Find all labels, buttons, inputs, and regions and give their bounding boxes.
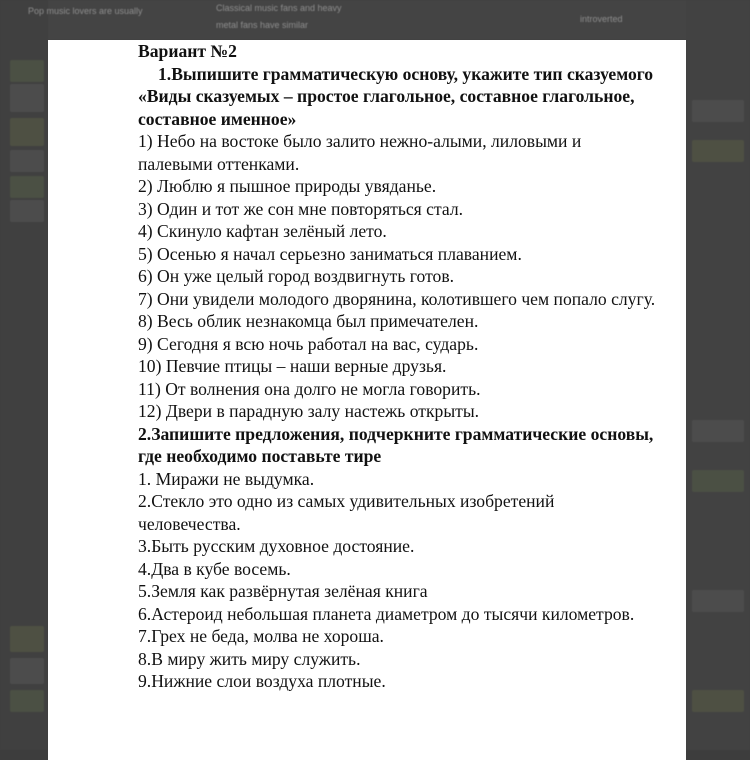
background-row xyxy=(692,470,744,492)
background-row xyxy=(10,626,44,652)
background-row xyxy=(692,590,744,612)
background-row xyxy=(692,140,744,162)
background-row xyxy=(692,690,744,712)
background-row xyxy=(692,100,744,122)
background-row xyxy=(10,176,44,198)
task2-sentence: 4.Два в кубе восемь. xyxy=(138,558,291,579)
document-content xyxy=(138,40,658,693)
task1-sentence: 4) Скинуло кафтан зелёный лето. xyxy=(138,221,387,241)
background-row xyxy=(10,60,44,82)
background-row xyxy=(10,118,44,146)
background-row xyxy=(10,658,44,684)
background-row xyxy=(10,84,44,112)
task1-sentence: 9) Сегодня я всю ночь работал на вас, сударь. xyxy=(138,333,479,354)
task1-sentence: 6) Он уже целый город воздвигнуть готов. xyxy=(138,266,455,286)
task2-sentence: 9.Нижние слои воздуха плотные. xyxy=(138,671,386,691)
task1-heading: 1.Выпишите грамматическую основу, укажите тип сказуемого xyxy=(158,63,654,84)
task2-sentence: 6.Астероид небольшая планета диаметром до тысячи километров. xyxy=(138,603,635,624)
task2-sentence: 8.В миру жить миру служить. xyxy=(138,648,361,669)
task1-sentence: 3) Один и тот же сон мне повторяться стал. xyxy=(138,198,464,219)
task2-sentence: 5.Земля как развёрнутая зелёная книга xyxy=(138,581,428,601)
task1-sentence: 1) Небо на востоке было залито нежно-алыми, лиловыми и палевыми оттенками. xyxy=(138,131,582,174)
task2-sentence: 3.Быть русским духовное достояние. xyxy=(138,536,415,556)
background-text: metal fans have similar xyxy=(216,20,309,30)
background-text: Pop music lovers are usually xyxy=(28,6,143,16)
background-row xyxy=(10,690,44,712)
task1-sentence: 5) Осенью я начал серьезно заниматься плаванием. xyxy=(138,243,522,264)
task1-sentence: 2) Люблю я пышное природы увяданье. xyxy=(138,176,437,196)
task1-sentence: 8) Весь облик незнакомца был примечателен. xyxy=(138,311,479,331)
task1-sentence: 12) Двери в парадную залу настежь открыты. xyxy=(138,401,480,421)
task1-sentence: 10) Певчие птицы – наши верные друзья. xyxy=(138,356,447,376)
background-row xyxy=(10,200,44,222)
document-page xyxy=(48,40,686,760)
task2-sentence: 2.Стекло это одно из самых удивительных изобретений человечества. xyxy=(138,491,555,534)
task1-sentence: 11) От волнения она долго не могла говорить. xyxy=(138,378,481,399)
task2-sentence: 1. Миражи не выдумка. xyxy=(138,468,315,489)
background-row xyxy=(692,420,744,442)
task1-subheading: «Виды сказуемых – простое глагольное, составное глагольное, составное именное» xyxy=(138,86,635,129)
task1-sentence: 7) Они увидели молодого дворянина, колотившего чем попало слугу. xyxy=(138,288,656,309)
background-row xyxy=(10,150,44,172)
variant-title: Вариант №2 xyxy=(138,41,237,61)
background-text: introverted xyxy=(580,14,623,24)
background-text: Classical music fans and heavy xyxy=(216,3,342,13)
task2-sentence: 7.Грех не беда, молва не хороша. xyxy=(138,626,384,646)
task2-heading: 2.Запишите предложения, подчеркните грамматические основы, где необходимо поставьте тире xyxy=(138,423,654,466)
